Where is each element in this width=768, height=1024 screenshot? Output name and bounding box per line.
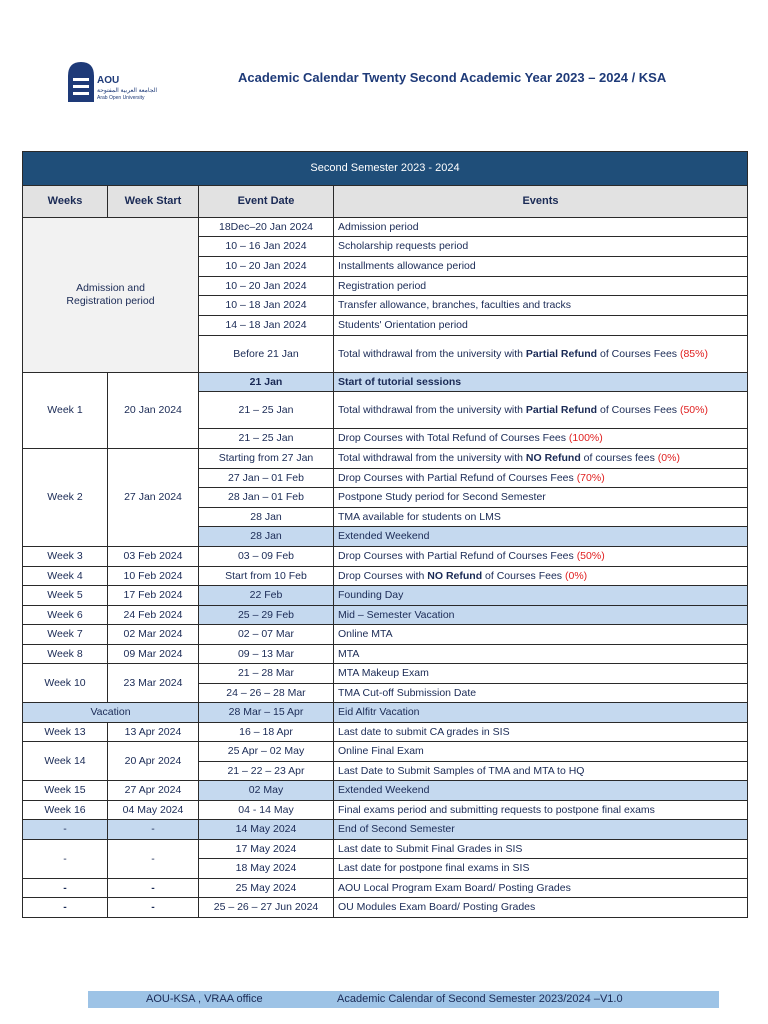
table-row xyxy=(23,898,748,918)
footer-doc-version: Academic Calendar of Second Semester 2023/2024 –V1.0 xyxy=(337,993,623,1005)
refund-percent: (0%) xyxy=(657,452,680,464)
week-label: Week 10 xyxy=(23,664,108,703)
event-text xyxy=(334,336,748,373)
week-start: 23 Mar 2024 xyxy=(108,664,199,703)
table-row xyxy=(23,547,748,567)
aou-logo xyxy=(68,62,168,106)
table-row xyxy=(23,218,748,237)
event-date: 14 – 18 Jan 2024 xyxy=(199,316,334,336)
week-start: 17 Feb 2024 xyxy=(108,586,199,606)
refund-percent: (70%) xyxy=(576,471,605,484)
event-text xyxy=(334,449,748,469)
event-date: 10 – 18 Jan 2024 xyxy=(199,296,334,316)
event-text: Last date to Submit Final Grades in SIS xyxy=(334,840,748,859)
event-date: 25 – 29 Feb xyxy=(199,606,334,625)
week-start: 20 Apr 2024 xyxy=(108,742,199,781)
week-start: 24 Feb 2024 xyxy=(108,606,199,625)
event-date: 25 May 2024 xyxy=(199,879,334,898)
event-date: 24 – 26 – 28 Mar xyxy=(199,684,334,703)
event-date: Starting from 27 Jan xyxy=(199,449,334,469)
event-text: Extended Weekend xyxy=(334,527,748,547)
aou-logo-mark-icon xyxy=(68,62,94,102)
refund-percent: (50%) xyxy=(679,403,708,416)
event-text xyxy=(334,469,748,488)
event-text: TMA available for students on LMS xyxy=(334,508,748,527)
week-start: 27 Jan 2024 xyxy=(108,449,199,547)
event-text: Mid – Semester Vacation xyxy=(334,606,748,625)
event-text-part: of Courses Fees xyxy=(482,569,565,582)
calendar-table xyxy=(22,151,748,918)
refund-percent: (100%) xyxy=(568,432,603,444)
week-label: Week 8 xyxy=(23,645,108,664)
event-date: 02 May xyxy=(199,781,334,801)
week-label: - xyxy=(23,820,108,840)
event-text: Scholarship requests period xyxy=(334,237,748,257)
event-text: TMA Cut-off Submission Date xyxy=(334,684,748,703)
refund-type: NO Refund xyxy=(525,452,581,464)
semester-title: Second Semester 2023 - 2024 xyxy=(23,152,748,186)
week-start: 20 Jan 2024 xyxy=(108,373,199,449)
week-start: - xyxy=(108,898,199,918)
event-text: Online Final Exam xyxy=(334,742,748,762)
event-text: Extended Weekend xyxy=(334,781,748,801)
event-text-part: Total withdrawal from the university with xyxy=(338,452,526,464)
logo-short-name: AOU xyxy=(97,75,120,86)
event-text: Online MTA xyxy=(334,625,748,645)
week-start: 03 Feb 2024 xyxy=(108,547,199,567)
event-date: 03 – 09 Feb xyxy=(199,547,334,567)
table-row xyxy=(23,645,748,664)
event-date: Before 21 Jan xyxy=(199,336,334,373)
event-date: 18Dec–20 Jan 2024 xyxy=(199,218,334,237)
event-text xyxy=(334,392,748,429)
document-title: Academic Calendar Twenty Second Academic Year 2023 – 2024 / KSA xyxy=(238,70,667,85)
week-start: - xyxy=(108,879,199,898)
event-date: 27 Jan – 01 Feb xyxy=(199,469,334,488)
event-text: Final exams period and submitting requests to postpone final exams xyxy=(334,801,748,820)
week-label: - xyxy=(23,879,108,898)
event-text: Installments allowance period xyxy=(334,257,748,277)
event-date: 28 Jan xyxy=(199,527,334,547)
admission-label-line1: Admission and xyxy=(76,282,145,294)
event-text: Start of tutorial sessions xyxy=(334,373,748,392)
week-start: 13 Apr 2024 xyxy=(108,723,199,742)
event-text xyxy=(334,567,748,586)
week-start: 27 Apr 2024 xyxy=(108,781,199,801)
event-date: 04 - 14 May xyxy=(199,801,334,820)
week-label: Week 6 xyxy=(23,606,108,625)
table-row xyxy=(23,703,748,723)
week-label: Week 3 xyxy=(23,547,108,567)
event-date: 25 – 26 – 27 Jun 2024 xyxy=(199,898,334,918)
event-text-part: Drop Courses with xyxy=(338,569,428,582)
page-footer xyxy=(88,991,719,1008)
event-text: Admission period xyxy=(334,218,748,237)
table-row xyxy=(23,723,748,742)
week-start: - xyxy=(108,820,199,840)
refund-percent: (50%) xyxy=(576,550,605,562)
week-label: - xyxy=(23,898,108,918)
logo-arabic-name: الجامعة العربية المفتوحة xyxy=(97,88,158,94)
table-row xyxy=(23,840,748,859)
event-date: 21 – 25 Jan xyxy=(199,429,334,449)
event-text-part: Total withdrawal from the university with xyxy=(338,403,526,416)
week-start: 02 Mar 2024 xyxy=(108,625,199,645)
admission-label-line2: Registration period xyxy=(66,295,155,307)
event-date: 17 May 2024 xyxy=(199,840,334,859)
event-text xyxy=(334,547,748,567)
table-row xyxy=(23,820,748,840)
event-date: 28 Mar – 15 Apr xyxy=(199,703,334,723)
week-label: Week 15 xyxy=(23,781,108,801)
event-date: 09 – 13 Mar xyxy=(199,645,334,664)
event-date: 10 – 20 Jan 2024 xyxy=(199,277,334,296)
table-row xyxy=(23,373,748,392)
week-label: Week 16 xyxy=(23,801,108,820)
week-label: - xyxy=(23,840,108,879)
admission-group-label xyxy=(23,218,199,373)
table-row xyxy=(23,567,748,586)
event-date: 28 Jan xyxy=(199,508,334,527)
week-label: Week 5 xyxy=(23,586,108,606)
event-date: 21 – 28 Mar xyxy=(199,664,334,684)
week-start: 04 May 2024 xyxy=(108,801,199,820)
col-header-weeks: Weeks xyxy=(23,186,108,218)
event-date: 10 – 20 Jan 2024 xyxy=(199,257,334,277)
week-label: Vacation xyxy=(23,703,199,723)
event-text: Students' Orientation period xyxy=(334,316,748,336)
event-text-part: Drop Courses with Partial Refund of Courses Fees xyxy=(338,550,577,562)
col-header-week-start: Week Start xyxy=(108,186,199,218)
column-header-row xyxy=(23,186,748,218)
table-row xyxy=(23,449,748,469)
event-text-part: of Courses Fees xyxy=(597,347,678,360)
event-date: 21 – 22 – 23 Apr xyxy=(199,762,334,781)
week-start: - xyxy=(108,840,199,879)
event-text: Last Date to Submit Samples of TMA and MTA to HQ xyxy=(334,762,748,781)
col-header-event-date: Event Date xyxy=(199,186,334,218)
event-date: Start from 10 Feb xyxy=(199,567,334,586)
event-date: 02 – 07 Mar xyxy=(199,625,334,645)
table-row xyxy=(23,781,748,801)
event-date: 10 – 16 Jan 2024 xyxy=(199,237,334,257)
refund-type: Partial Refund xyxy=(525,347,598,360)
logo-english-name: Arab Open University xyxy=(97,95,145,101)
event-text: End of Second Semester xyxy=(334,820,748,840)
table-row xyxy=(23,742,748,762)
event-text: Last date to submit CA grades in SIS xyxy=(334,723,748,742)
event-date: 18 May 2024 xyxy=(199,859,334,879)
event-date: 16 – 18 Apr xyxy=(199,723,334,742)
footer-office: AOU-KSA , VRAA office xyxy=(146,993,263,1005)
event-text xyxy=(334,429,748,449)
event-date: 22 Feb xyxy=(199,586,334,606)
event-date: 21 Jan xyxy=(199,373,334,392)
week-label: Week 4 xyxy=(23,567,108,586)
event-text-part: Total withdrawal from the university with xyxy=(338,347,526,360)
table-row xyxy=(23,625,748,645)
event-text-part: Drop Courses with Partial Refund of Courses Fees xyxy=(338,471,577,484)
refund-percent: (0%) xyxy=(564,569,588,582)
semester-header-row xyxy=(23,152,748,186)
event-text: OU Modules Exam Board/ Posting Grades xyxy=(334,898,748,918)
event-text-part: of Courses Fees xyxy=(597,403,678,416)
refund-type: NO Refund xyxy=(427,569,483,582)
event-text: Last date for postpone final exams in SIS xyxy=(334,859,748,879)
week-label: Week 14 xyxy=(23,742,108,781)
refund-type: Partial Refund xyxy=(525,403,598,416)
event-date: 25 Apr – 02 May xyxy=(199,742,334,762)
week-start: 10 Feb 2024 xyxy=(108,567,199,586)
table-row xyxy=(23,586,748,606)
event-text: Transfer allowance, branches, faculties and tracks xyxy=(334,296,748,316)
table-row xyxy=(23,801,748,820)
event-text-part: Drop Courses with Total Refund of Courses Fees xyxy=(338,432,569,444)
week-label: Week 13 xyxy=(23,723,108,742)
event-text: Founding Day xyxy=(334,586,748,606)
event-text: MTA Makeup Exam xyxy=(334,664,748,684)
week-label: Week 2 xyxy=(23,449,108,547)
event-date: 21 – 25 Jan xyxy=(199,392,334,429)
event-date: 28 Jan – 01 Feb xyxy=(199,488,334,508)
week-start: 09 Mar 2024 xyxy=(108,645,199,664)
table-row xyxy=(23,879,748,898)
event-text: AOU Local Program Exam Board/ Posting Grades xyxy=(334,879,748,898)
event-text-part: of courses fees xyxy=(580,452,658,464)
col-header-events: Events xyxy=(334,186,748,218)
event-text: Registration period xyxy=(334,277,748,296)
event-text: MTA xyxy=(334,645,748,664)
event-date: 14 May 2024 xyxy=(199,820,334,840)
event-text: Eid Alfitr Vacation xyxy=(334,703,748,723)
refund-percent: (85%) xyxy=(679,347,708,360)
week-label: Week 7 xyxy=(23,625,108,645)
table-row xyxy=(23,664,748,684)
event-text: Postpone Study period for Second Semester xyxy=(334,488,748,508)
week-label: Week 1 xyxy=(23,373,108,449)
table-row xyxy=(23,606,748,625)
